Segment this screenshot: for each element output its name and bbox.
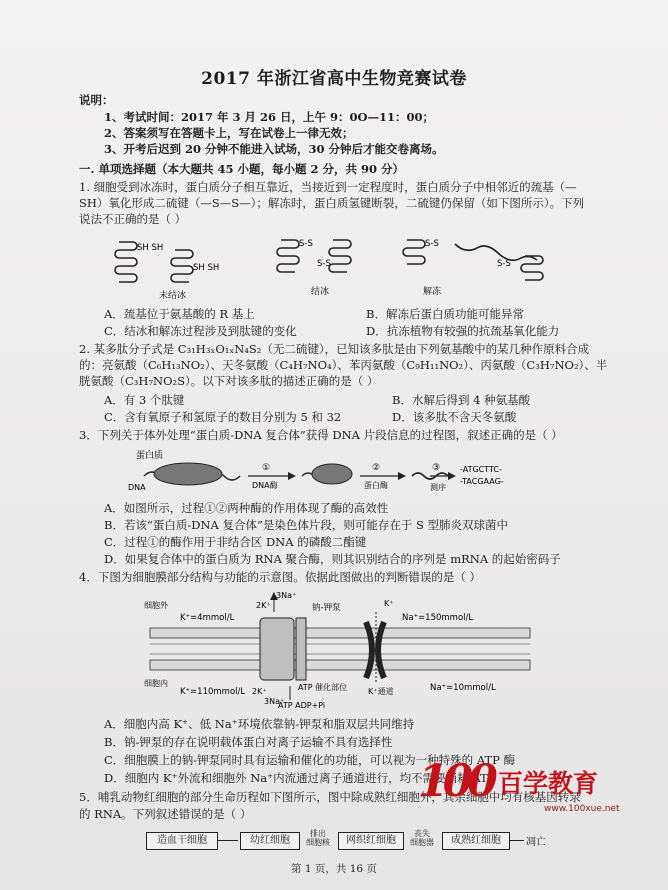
ss-label: S-S [299,239,313,249]
sh-label: SH SH [137,243,164,253]
flow-box-stem-cell: 造血干细胞 [146,832,218,850]
dna-sequence: -TACGAAG- [460,477,504,486]
step-enzyme: 蛋白酶 [364,481,388,490]
q4-option-d: D．细胞内 K⁺外流和细胞外 Na⁺内流通过离子通道进行，均不需要消耗 ATP [104,771,496,785]
k-inside: K⁺=110mmol/L [180,687,246,697]
q1-stem-line: SH）氧化形成二硫键（—S—S—）；解冻时，蛋白质氢键断裂，二硫键仍保留（如下图所示）。下列 [79,196,585,210]
q4-option-c: C．细胞膜上的钠-钾泵同时具有运输和催化的功能，可以视为一种特殊的 ATP 酶 [104,753,516,767]
inside-label: 细胞内 [144,679,168,688]
figure-caption: 结冰 [311,287,330,297]
figure-caption: 未结冰 [159,291,187,300]
flow-box-erythroblast: 幼红细胞 [240,832,300,850]
q5-stem-line: 的 RNA。下列叙述错误的是（ ） [79,807,252,821]
step-enzyme: 测序 [430,483,446,492]
k-outside: K⁺=4mmol/L [180,613,235,623]
q2-stem-line: 的：亮氨酸（C₆H₁₃NO₂）、天冬氨酸（C₄H₇NO₄）、苯丙氨酸（C₉H₁₁NO₂）、丙氨酸（C₃H₇NO₂）、半 [79,358,608,372]
q2-option-b: B．水解后得到 4 种氨基酸 [392,393,531,407]
q5-stem-line: 5．哺乳动物红细胞的部分生命历程如下图所示，图中除成熟红细胞外，其余细胞中均有核基因转录 [79,790,581,804]
q1-option-a: A．巯基位于氨基酸的 R 基上 [104,307,255,321]
q2-option-c: C．含有氧原子和氢原子的数目分别为 5 和 32 [104,410,342,424]
pump-label: 钠-钾泵 [312,603,341,613]
q3-option-d: D．如果复合体中的蛋白质为 RNA 聚合酶，则其识别结合的序列是 mRNA 的起始密码子 [104,552,561,566]
na-outside: Na⁺=150mmol/L [402,613,474,623]
q4-option-b: B．钠-钾泵的存在说明载体蛋白对离子运输不具有选择性 [104,735,393,749]
page-title: 2017 年浙江省高中生物竞赛试卷 [201,69,467,89]
q2-option-a: A．有 3 个肽键 [104,393,185,407]
flow-arrow [218,840,238,841]
q1-option-d: D．抗冻植物有较强的抗巯基氧化能力 [366,324,560,338]
flow-step-label: 排出 细胞核 [306,829,330,847]
watermark-url: www.100xue.net [544,804,620,814]
watermark-digits: 100 [418,756,492,807]
note-item: 3、开考后迟到 20 分钟不能进入试场，30 分钟后才能交卷离场。 [104,142,444,156]
q4-membrane-figure [140,590,540,710]
notes-heading: 说明： [79,93,114,107]
q4-option-a: A．细胞内高 K⁺、低 Na⁺环境依靠钠-钾泵和脂双层共同维持 [104,717,415,731]
atp-reaction-label: ATP ADP+Pi [278,701,326,710]
q3-stem: 3．下列关于体外处理“蛋白质-DNA 复合体”获得 DNA 片段信息的过程图，叙述正确的是（ ） [79,428,563,442]
q3-option-a: A．如图所示，过程①②两种酶的作用体现了酶的高效性 [104,501,389,515]
ss-label: S-S [425,239,439,249]
figure-caption: 解冻 [423,287,442,297]
page-footer: 第 1 页，共 16 页 [291,863,377,875]
flow-step-label: 丧失 细胞器 [410,829,434,847]
q1-option-c: C．结冰和解冻过程涉及到肽键的变化 [104,324,297,338]
section-heading: 一. 单项选择题（本大题共 45 小题，每小题 2 分，共 90 分） [79,162,405,176]
na-label: 3Na⁺ [264,697,285,706]
q1-protein-figure [105,232,575,300]
sh-label: SH SH [193,263,220,273]
watermark-logo [418,754,668,824]
dna-label: DNA [128,483,146,492]
k-label: 2K⁺ [252,687,267,696]
na-inside: Na⁺=10mmol/L [430,683,496,693]
q1-stem-line: 1. 细胞受到冰冻时，蛋白质分子相互靠近，当接近到一定程度时，蛋白质分子中相邻近的巯基（— [79,180,577,194]
flow-box-reticulocyte: 网织红细胞 [338,832,404,850]
watermark-name: 百学教育 [498,769,599,798]
ss-label: S-S [497,259,511,269]
k-channel-label: K⁺通道 [368,687,394,696]
q3-option-c: C．过程①的酶作用于非结合区 DNA 的磷酸二酯键 [104,535,367,549]
dna-sequence: -ATGCTTC- [460,465,502,474]
flow-end-label: 凋亡 [526,837,546,848]
q3-dna-process-figure [126,446,526,496]
step-number: ① [262,463,271,473]
step-number: ② [372,463,381,473]
na-label: 3Na⁺ [276,591,297,600]
ss-label: S-S [317,259,331,269]
q2-stem-line: 2. 某多肽分子式是 C₃₁H₃ₓO₁ₓN₄S₂（无二硫键），已知该多肽是由下列氨基酸中的某几种作原料合成 [79,342,590,356]
k-ion-label: K⁺ [384,599,394,608]
outside-label: 细胞外 [144,601,168,610]
flow-box-mature-rbc: 成熟红细胞 [442,832,510,850]
flow-arrow [510,840,524,841]
protein-label: 蛋白质 [136,451,164,461]
q2-option-d: D．该多肽不含天冬氨酸 [392,410,517,424]
step-number: ③ [432,463,441,473]
note-item: 1、考试时间：2017 年 3 月 26 日，上午 9：0O—11：00； [104,110,435,124]
q4-stem: 4．下图为细胞膜部分结构与功能的示意图。依据此图做出的判断错误的是（ ） [79,570,481,584]
q1-option-b: B．解冻后蛋白质功能可能异常 [366,307,524,321]
note-item: 2、答案须写在答题卡上，写在试卷上一律无效； [104,126,354,140]
q3-option-b: B．若该“蛋白质-DNA 复合体”是染色体片段，则可能存在于 S 型肺炎双球菌中 [104,518,509,532]
q1-stem-line: 说法不正确的是（ ） [79,212,187,226]
q2-stem-line: 胱氨酸（C₃H₇NO₂S）。以下对该多肽的描述正确的是（ ） [79,374,379,388]
atp-site-label: ATP 催化部位 [298,683,348,692]
k-label: 2K⁺ [256,601,271,610]
step-enzyme: DNA酶 [252,481,278,490]
